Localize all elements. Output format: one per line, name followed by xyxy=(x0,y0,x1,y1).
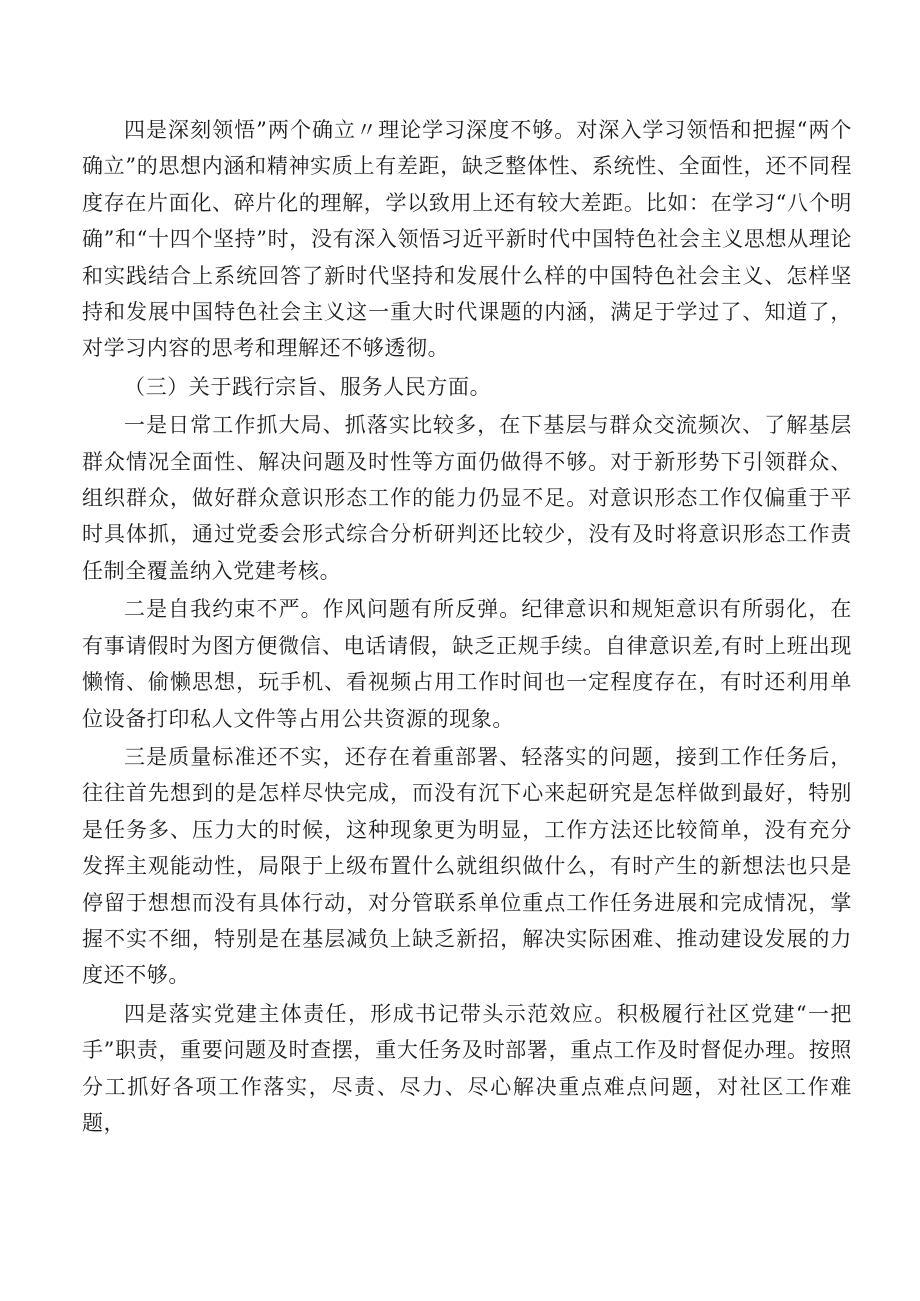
paragraph-quality-standards: 三是质量标准还不实，还存在着重部署、轻落实的问题，接到工作任务后，往往首先想到的是怎样尽快完成，而没有沉下心来起研究是怎样做到最好，特别是任务多、压力大的时候，这种现象更为明显，工作方法还比较简单，没有充分发挥主观能动性，局限于上级布置什么就组织做什么，有时产生的新想法也只是停留于想想而没有具体行动，对分管联系单位重点工作任务进展和完成情况，掌握不实不细，特别是在基层减负上缺乏新招，解决实际困难、推动建设发展的力度还不够。 xyxy=(82,744,852,988)
section-heading-serve-people: （三）关于践行宗旨、服务人民方面。 xyxy=(124,374,492,399)
paragraph-party-building: 四是落实党建主体责任，形成书记带头示范效应。积极履行社区党建“一把手”职责，重要问题及时查摆，重大任务及时部署，重点工作及时督促办理。按照分工抓好各项工作落实，尽责、尽力、尽心解决重点难点问题，对社区工作难题， xyxy=(82,1001,852,1135)
paragraph-self-discipline: 二是自我约束不严。作风问题有所反弹。纪律意识和规矩意识有所弱化，在有事请假时为图方便微信、电话请假，缺乏正规手续。自律意识差,有时上班出现懒惰、偷懒思想，玩手机、看视频占用工作时间也一定程度存在，有时还利用单位设备打印私人文件等占用公共资源的现象。 xyxy=(82,597,852,731)
paragraph-two-establishments: 四是深刻领悟”两个确立〃理论学习深度不够。对深入学习领悟和把握“两个确立”的思想内涵和精神实质上有差距，缺乏整体性、系统性、全面性，还不同程度存在片面化、碎片化的理解，学以致用上还有较大差距。比如：在学习“八个明确”和“十四个坚持”时，没有深入领悟习近平新时代中国特色社会主义思想从理论和实践结合上系统回答了新时代坚持和发展什么样的中国特色社会主义、怎样坚持和发展中国特色社会主义这一重大时代课题的内涵，满足于学过了、知道了，对学习内容的思考和理解还不够透彻。 xyxy=(82,118,852,361)
paragraph-daily-work: 一是日常工作抓大局、抓落实比较多，在下基层与群众交流频次、了解基层群众情况全面性、解决问题及时性等方面仍做得不够。对于新形势下引领群众、组织群众，做好群众意识形态工作的能力仍显不足。对意识形态工作仅偏重于平时具体抓，通过党委会形式综合分析研判还比较少，没有及时将意识形态工作责任制全覆盖纳入党建考核。 xyxy=(82,413,852,583)
document-body xyxy=(82,112,852,1141)
